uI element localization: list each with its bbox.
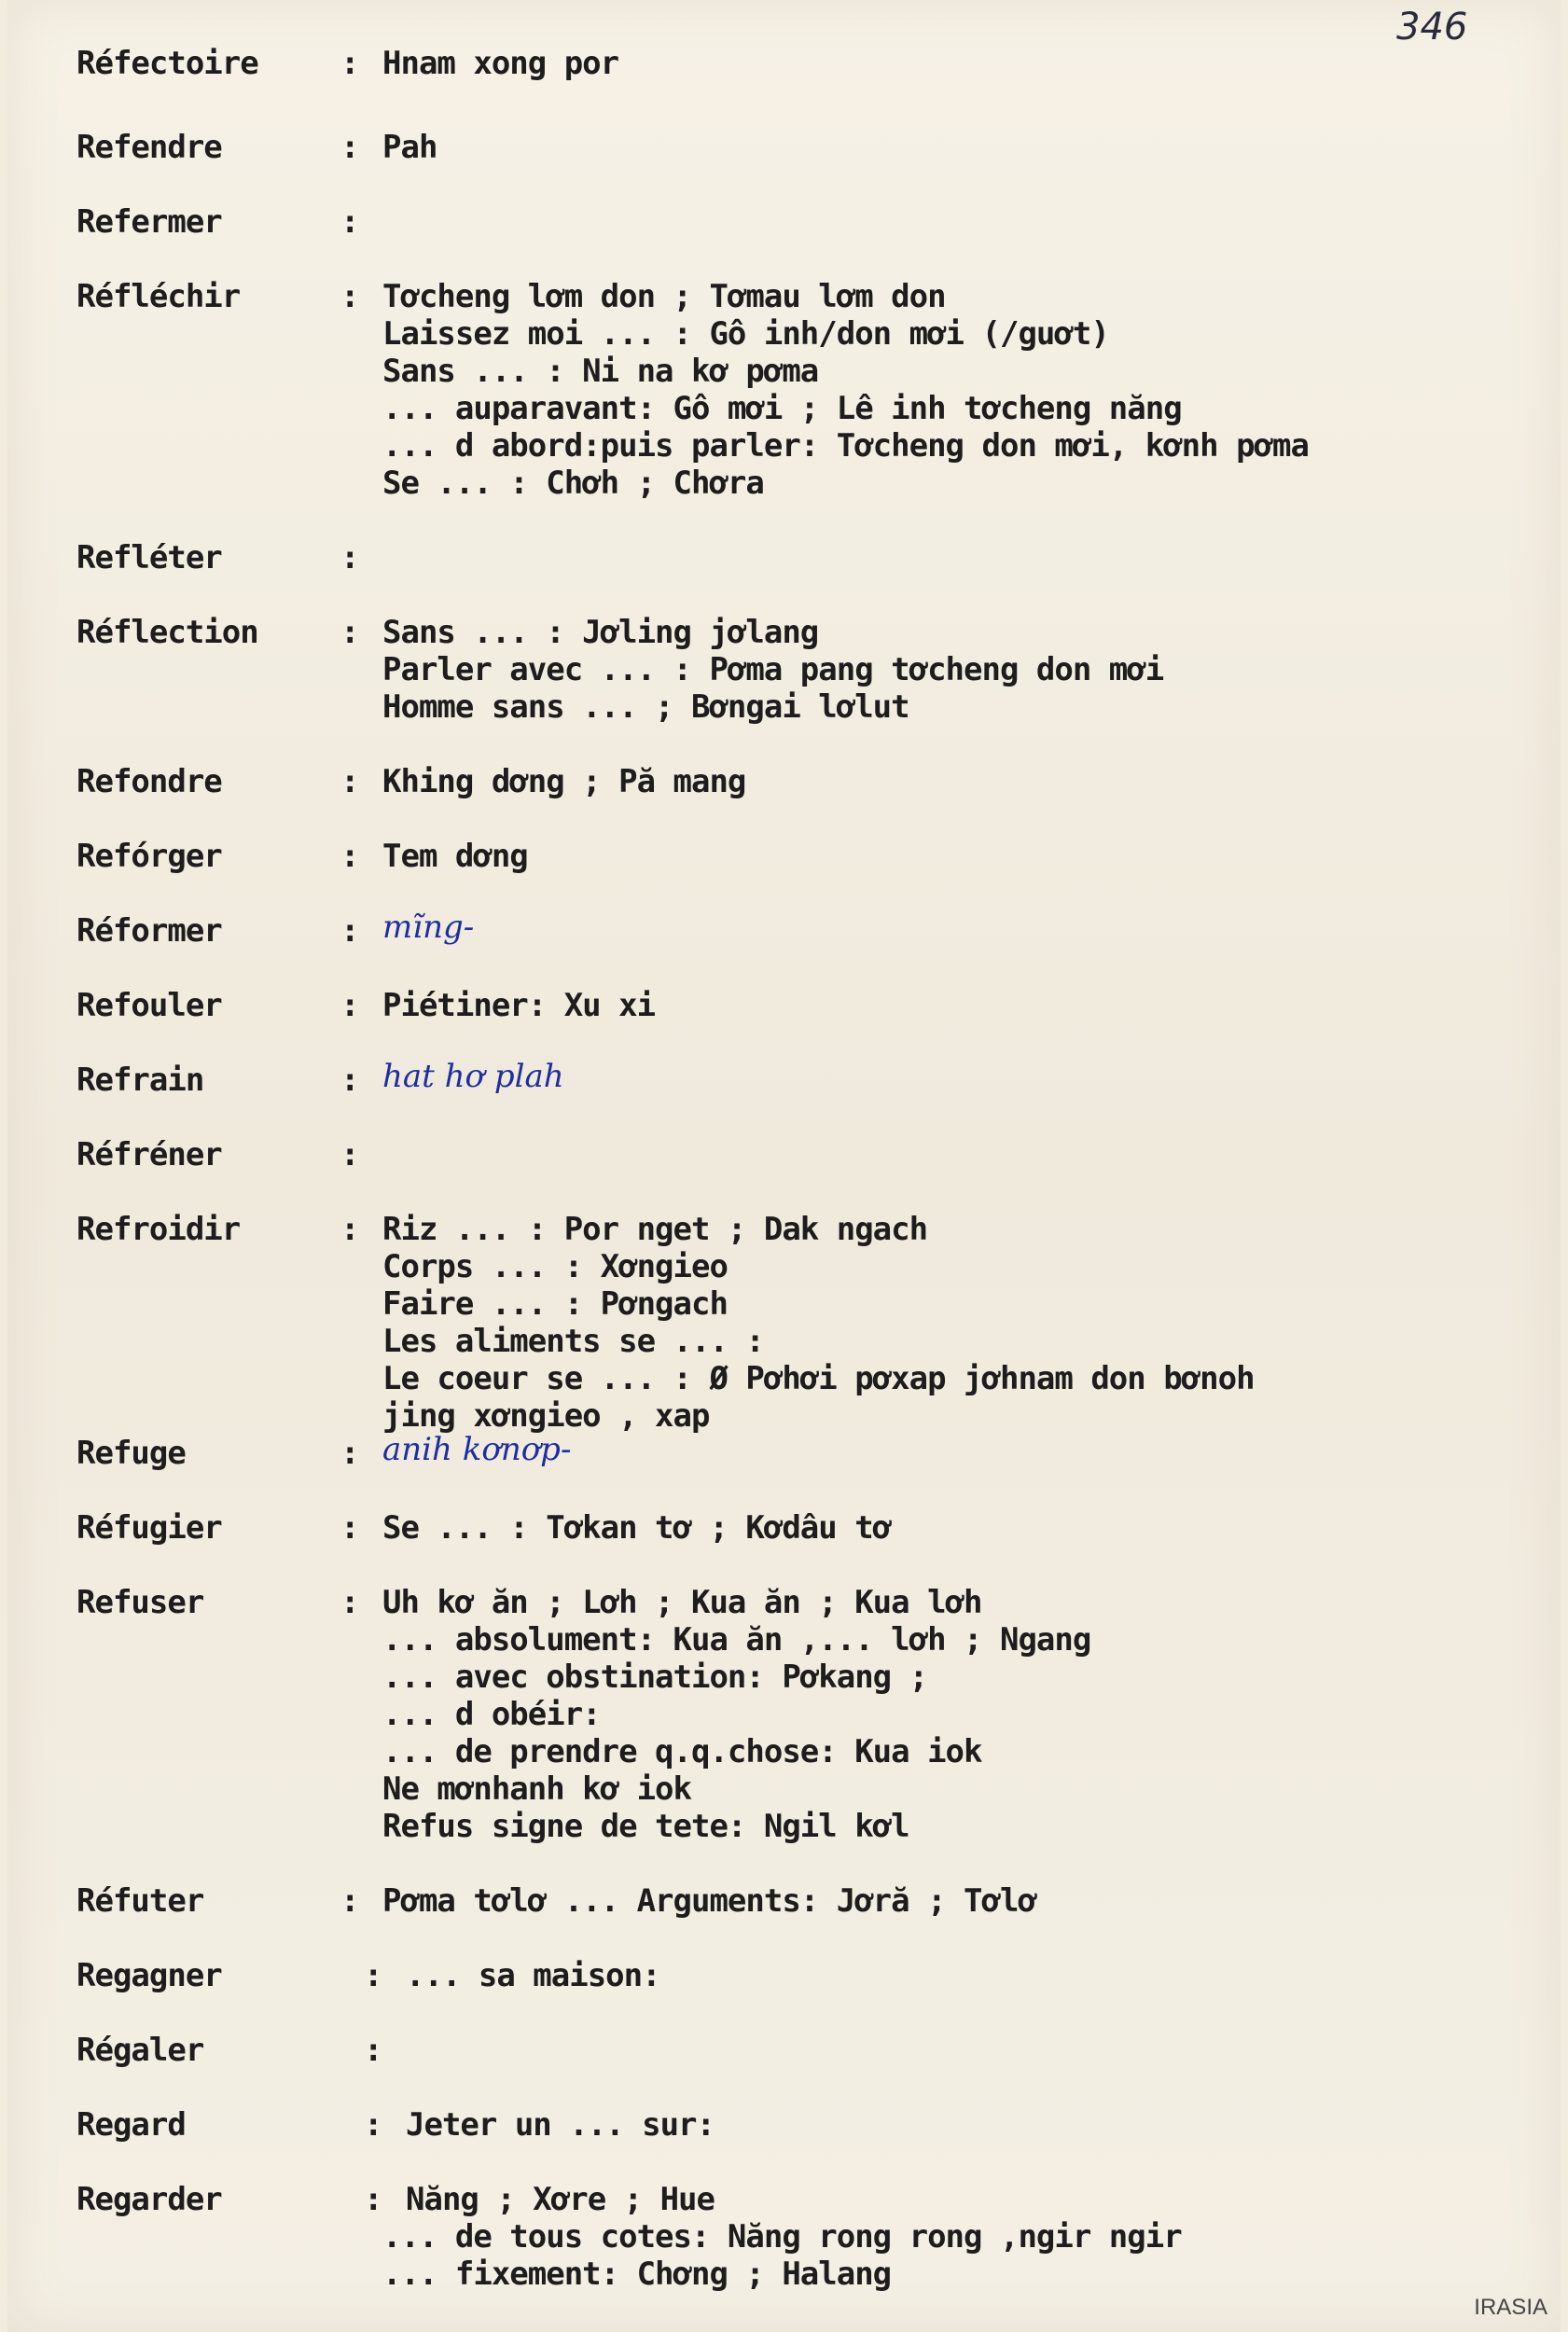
entry-subdefinition: Refus signe de tete: Ngil kơl: [382, 1808, 909, 1845]
handwritten-annotation: mĩng-: [382, 909, 475, 946]
entry-subdefinition: ... auparavant: Gô mơi ; Lê inh tơcheng năng: [382, 390, 1182, 427]
handwritten-annotation: anih kơnơp-: [382, 1431, 572, 1468]
entry-headword: Refuge: [76, 1435, 186, 1472]
entry-separator: :: [340, 203, 360, 241]
entry-definition: Tơcheng lơm don ; Tơmau lơm don: [382, 278, 946, 315]
entry-headword: Refondre: [76, 763, 222, 800]
entry-definition: Riz ... : Por nget ; Dak ngach: [382, 1211, 928, 1248]
entry-headword: Réfectoire: [76, 45, 258, 82]
entry-separator: :: [340, 1211, 360, 1248]
entry-subdefinition: ... de tous cotes: Năng rong rong ,ngir ngir: [382, 2218, 1182, 2256]
entry-separator: :: [340, 278, 360, 315]
entry-definition: ... sa maison:: [406, 1957, 660, 1994]
entry-headword: Réformer: [76, 912, 222, 950]
entry-separator: :: [340, 1062, 360, 1099]
entry-definition: Se ... : Tơkan tơ ; Kơdâu tơ: [382, 1509, 892, 1547]
entry-headword: Refroidir: [76, 1211, 241, 1248]
entry-headword: Regagner: [76, 1957, 222, 1994]
entry-separator: :: [340, 1435, 360, 1472]
entry-subdefinition: jing xơngieo , xap: [382, 1397, 710, 1435]
watermark: IRASIA: [1474, 2295, 1547, 2320]
entry-separator: :: [340, 129, 360, 166]
entry-headword: Réfuter: [76, 1882, 204, 1920]
entry-headword: Refouler: [76, 987, 222, 1024]
entry-separator: :: [340, 1509, 360, 1547]
page-number: 346: [1396, 6, 1468, 49]
entry-subdefinition: Homme sans ... ; Bơngai lơlut: [382, 688, 909, 726]
entry-separator: :: [364, 1957, 383, 1994]
entry-subdefinition: ... avec obstination: Pơkang ;: [382, 1659, 928, 1696]
entry-headword: Refermer: [76, 203, 222, 241]
entry-separator: :: [364, 2181, 383, 2218]
entry-separator: :: [340, 1882, 360, 1920]
entry-separator: :: [340, 539, 360, 576]
entry-definition: Khing dơng ; Pă mang: [382, 763, 746, 800]
entry-headword: Régaler: [76, 2032, 204, 2069]
entry-separator: :: [340, 614, 360, 651]
entry-subdefinition: Faire ... : Pơngach: [382, 1285, 728, 1323]
entry-headword: Refléter: [76, 539, 222, 576]
entry-separator: :: [340, 912, 360, 950]
entry-separator: :: [364, 2032, 383, 2069]
entry-subdefinition: Se ... : Chơh ; Chơra: [382, 465, 764, 502]
entry-subdefinition: Ne mơnhanh kơ iok: [382, 1770, 691, 1808]
entry-subdefinition: ... fixement: Chơng ; Halang: [382, 2256, 892, 2293]
entry-headword: Refórger: [76, 838, 222, 875]
entry-definition: Pah: [382, 129, 437, 166]
entry-definition: Jeter un ... sur:: [406, 2106, 715, 2144]
entry-definition: Pơma tơlơ ... Arguments: Jơră ; Tơlơ: [382, 1882, 1036, 1920]
entry-subdefinition: Corps ... : Xơngieo: [382, 1248, 728, 1285]
handwritten-annotation: hat hơ plah: [382, 1058, 564, 1095]
entry-subdefinition: Laissez moi ... : Gô inh/don mơi (/guơt): [382, 315, 1109, 353]
entry-headword: Refuser: [76, 1584, 204, 1621]
entry-separator: :: [340, 987, 360, 1024]
entry-definition: Piétiner: Xu xi: [382, 987, 656, 1024]
entry-headword: Regarder: [76, 2181, 222, 2218]
entry-separator: :: [340, 838, 360, 875]
entry-subdefinition: ... d obéir:: [382, 1696, 601, 1733]
entry-separator: :: [340, 45, 360, 82]
entry-headword: Refrain: [76, 1062, 204, 1099]
entry-subdefinition: Le coeur se ... : Ø Pơhơi pơxap jơhnam don bơnoh: [382, 1360, 1255, 1397]
entry-subdefinition: Parler avec ... : Pơma pang tơcheng don mơi: [382, 651, 1164, 688]
entry-definition: Hnam xong por: [382, 45, 619, 82]
entry-headword: Réfugier: [76, 1509, 222, 1547]
entry-subdefinition: ... d abord:puis parler: Tơcheng don mơi, kơnh pơma: [382, 427, 1309, 465]
entry-separator: :: [340, 1584, 360, 1621]
entry-separator: :: [364, 2106, 383, 2144]
entry-headword: Refendre: [76, 129, 222, 166]
entry-separator: :: [340, 763, 360, 800]
entry-separator: :: [340, 1136, 360, 1173]
entry-subdefinition: Sans ... : Ni na kơ pơma: [382, 353, 819, 390]
entry-definition: Uh kơ ăn ; Lơh ; Kua ăn ; Kua lơh: [382, 1584, 982, 1621]
entry-definition: Năng ; Xơre ; Hue: [406, 2181, 715, 2218]
entry-headword: Réfréner: [76, 1136, 222, 1173]
entry-definition: Sans ... : Jơling jơlang: [382, 614, 819, 651]
entry-subdefinition: ... de prendre q.q.chose: Kua iok: [382, 1733, 982, 1770]
entry-definition: Tem dơng: [382, 838, 528, 875]
entry-subdefinition: ... absolument: Kua ăn ,... lơh ; Ngang: [382, 1621, 1091, 1659]
entry-headword: Réflection: [76, 614, 258, 651]
entry-headword: Réfléchir: [76, 278, 241, 315]
entry-subdefinition: Les aliments se ... :: [382, 1323, 764, 1360]
entry-headword: Regard: [76, 2106, 186, 2144]
